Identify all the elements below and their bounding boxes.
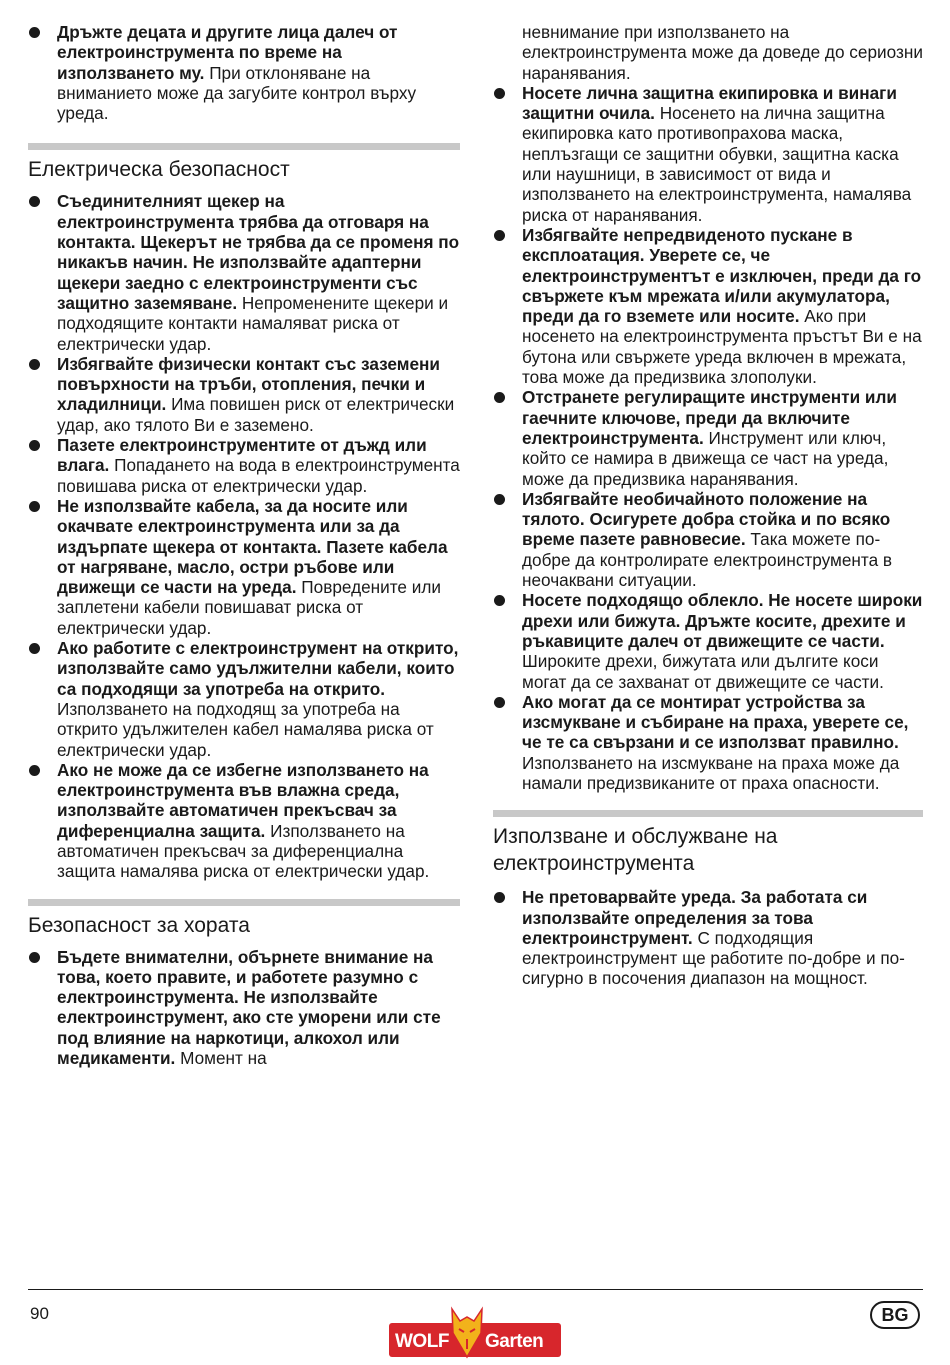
bullet-item (28, 191, 460, 353)
section-heading-people: Безопасност за хората (28, 913, 250, 937)
bullet-item (28, 435, 460, 496)
bullet-item (28, 947, 460, 1069)
bullet-bold-text: Избягвайте непредвиденото пускане в експлоатация. Уверете се, че електроинструментът е изключен, преди да го свържете към мрежата и/или акумулатора, преди да го вземете или носите. (522, 224, 922, 327)
bullet-dot-icon (29, 643, 40, 654)
footer-divider (28, 1289, 923, 1290)
bullet-dot-icon (29, 359, 40, 370)
bullet-dot-icon (29, 952, 40, 963)
bullet-item (493, 83, 923, 225)
bullet-dot-icon (494, 230, 505, 241)
bullet-dot-icon (29, 196, 40, 207)
bullet-item (28, 638, 460, 760)
logo-text-left: WOLF (395, 1331, 449, 1352)
bullet-bold-text: Отстранете регулиращите инструменти или гаечните ключове, преди да включите електроинструмента. (522, 387, 897, 448)
bullet-bold-text: Бъдете внимателни, обърнете внимание на това, което правите, и работете разумно с електроинструмента. Не използвайте електроинструмент, ако сте уморени или сте под влияние на наркотици, алкохол или медикаменти. (57, 946, 441, 1069)
bullet-bold-text: Ако работите с електроинструмент на открито, използвайте само удължителни кабели, които са подходящи за употреба на открито. (57, 638, 459, 699)
section-divider (28, 899, 460, 906)
wolf-garten-logo (389, 1305, 561, 1361)
bullet-dot-icon (494, 494, 505, 505)
bullet-item (493, 225, 923, 387)
bullet-item (28, 22, 460, 123)
bullet-dot-icon (29, 27, 40, 38)
bullet-bold-text: Избягвайте необичайното положение на тялото. Осигурете добра стойка и по всяко време пазете равновесие. (522, 488, 891, 550)
section-divider (28, 143, 460, 150)
bullet-item (493, 387, 923, 488)
bullet-bold-text: Дръжте децата и другите лица далеч от електроинструмента по време на използването му. (57, 22, 398, 83)
right-column (493, 22, 923, 989)
bullet-text: При отклоняване на вниманието може да загубите контрол върху уреда. (57, 62, 417, 124)
bullet-item (28, 760, 460, 882)
electrical-bullet-list (28, 191, 460, 881)
bullet-text: С подходящия електроинструмент ще работите по-добре и по-сигурно в посочения диапазон на мощност. (522, 927, 905, 989)
logo-text-right: Garten (485, 1331, 544, 1352)
page-number: 90 (30, 1304, 49, 1323)
left-column (28, 22, 460, 1068)
continuation-text: невнимание при използването на електроинструмента може да доведе до сериозни наранявания. (522, 22, 923, 83)
bullet-text: Попадането на вода в електроинструмента повишава риска от електрически удар. (57, 455, 460, 496)
bullet-dot-icon (494, 595, 505, 606)
bullet-dot-icon (494, 697, 505, 708)
bullet-item (28, 354, 460, 435)
bullet-bold-text: Избягвайте физически контакт със заземени повърхности на тръби, отопления, печки и хладилници. (57, 353, 440, 415)
bullet-text: Момент на (175, 1048, 267, 1069)
bullet-text: Носенето на лична защитна екипировка като противопрахова маска, неплъзгащи се защитни обувки, защитна каска или наушници, в зависимост от вида и използването на електроинструмента, намалява риска от наранявания. (522, 103, 912, 225)
bullet-bold-text: Не претоварвайте уреда. За работата си използвайте определения за това електроинструмент. (522, 887, 868, 948)
section-heading-electrical: Електрическа безопасност (28, 158, 290, 182)
bullet-text: Използването на автоматичен прекъсвач за диференциална защита намалява риска от електрически удар. (57, 820, 430, 882)
bullet-dot-icon (494, 88, 505, 99)
usage-bullet-list (493, 887, 923, 988)
bullet-bold-text: Съединителният щекер на електроинструмента трябва да отговаря на контакта. Щекерът не трябва да се променя по никакъв начин. Не използвайте адаптерни щекери заедно с електроинструменти със защитно заземяване. (57, 191, 460, 313)
bullet-item (493, 489, 923, 590)
bullet-dot-icon (494, 392, 505, 403)
bullet-dot-icon (494, 892, 505, 903)
bullet-item (28, 496, 460, 638)
bullet-bold-text: Пазете електроинструментите от дъжд или влага. (57, 435, 427, 476)
bullet-bold-text: Носете подходящо облекло. Не носете широки дрехи или бижута. Дръжте косите, дрехите и ръкавиците далеч от движещите се части. (522, 590, 923, 651)
bullet-bold-text: Ако могат да се монтират устройства за изсмукване и събиране на праха, уверете се, че те са свързани и се използват правилно. (522, 691, 909, 753)
right-bullet-list (493, 83, 923, 793)
bullet-text: Използването на подходящ за употреба на открито удължителен кабел намалява риска от електрически удар. (57, 698, 434, 760)
bullet-text: Непроменените щекери и подходящите контакти намаляват риска от електрически удар. (57, 292, 449, 354)
bullet-text: Широките дрехи, бижутата или дългите коси могат да се захванат от движещите се части. (522, 651, 884, 692)
bullet-bold-text: Ако не може да се избегне използването на електроинструмента във влажна среда, използвайте автоматичен прекъсвач за диференциална защита. (57, 759, 429, 841)
language-badge: BG (870, 1301, 920, 1329)
bullet-bold-text: Не използвайте кабела, за да носите или окачвате електроинструмента или за да издърпате щекера от контакта. Пазете кабела от нагряване, масло, остри ръбове или движещи се части на уреда. (57, 495, 448, 598)
bullet-dot-icon (29, 765, 40, 776)
bullet-text: Ако при носенето на електроинструмента пръстът Ви е на бутона или свържете уреда включен в мрежата, това може да предизвика злополуки. (522, 306, 922, 388)
bullet-item (493, 590, 923, 691)
wolf-head-icon (450, 1305, 484, 1359)
bullet-text: Така можете по-добре да контролирате електроинструмента в неочаквани ситуации. (522, 529, 893, 591)
bullet-item (493, 692, 923, 793)
bullet-text: Има повишен риск от електрически удар, ако тялото Ви е заземено. (57, 394, 455, 435)
bullet-text: Използването на изсмукване на праха може да намали предизвиканите от праха опасности. (522, 752, 900, 793)
people-bullet-list (28, 947, 460, 1069)
section-divider (493, 810, 923, 817)
bullet-dot-icon (29, 440, 40, 451)
bullet-dot-icon (29, 501, 40, 512)
section-heading-usage: Използване и обслужване на електроинструмента (493, 825, 778, 876)
bullet-text: Повредените или заплетени кабели повишават риска от електрически удар. (57, 577, 441, 638)
bullet-text: Инструмент или ключ, който се намира в движеща се част на уреда, може да предизвика наранявания. (522, 427, 889, 489)
bullet-bold-text: Носете лична защитна екипировка и винаги защитни очила. (522, 82, 897, 124)
bullet-item (493, 887, 923, 988)
